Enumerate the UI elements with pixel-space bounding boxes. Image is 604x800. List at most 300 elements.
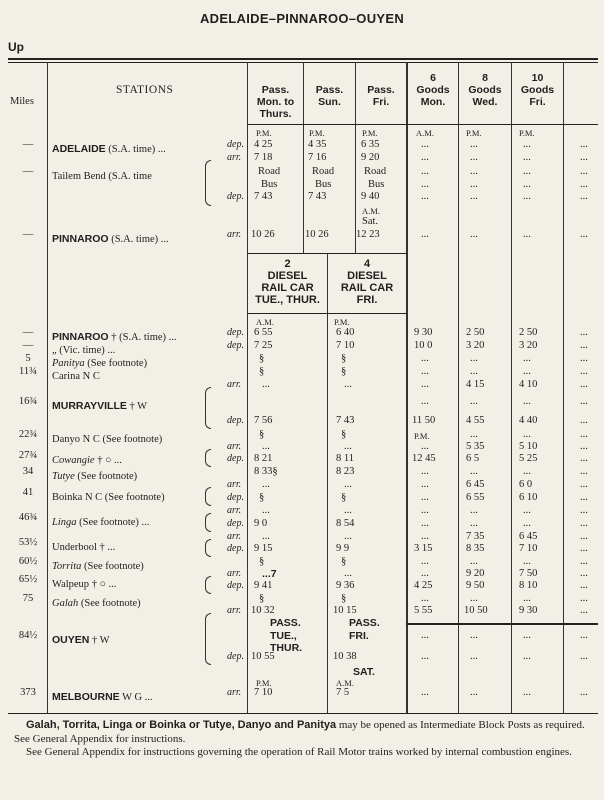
arr-dep-label: dep.	[227, 580, 244, 591]
time-cell: 5 35	[466, 441, 485, 452]
goods-end-rule	[406, 623, 598, 625]
time-cell: ...	[580, 543, 588, 554]
time-cell: 6 0	[519, 479, 533, 490]
station-label: MELBOURNE	[52, 691, 120, 703]
station-name	[52, 537, 115, 555]
col3-header-line1: Pass.	[367, 84, 395, 96]
row-miles: —	[22, 229, 34, 240]
railcar4-header	[328, 258, 406, 306]
station-name	[52, 593, 141, 611]
col5-header-line3: Wed.	[472, 96, 498, 108]
station-label: Boinka	[52, 492, 83, 503]
time-cell: §	[259, 366, 265, 377]
station-note: † W	[126, 401, 148, 412]
col6-divider	[563, 62, 564, 713]
time-cell: ...	[421, 593, 429, 604]
time-cell: ...	[523, 396, 531, 407]
arr-dep-label: dep.	[227, 492, 244, 503]
railcar4-number: 4	[363, 258, 371, 270]
time-cell: ...	[344, 441, 352, 452]
time-cell: ...	[523, 191, 531, 202]
arr-dep-label: arr.	[227, 152, 242, 163]
footnote-text: may be opened as Intermediate Block Posts as required. See General Appendix for instructions.	[14, 719, 585, 745]
time-cell: 6 55	[466, 492, 485, 503]
time-cell: 10 0	[414, 340, 433, 351]
time-cell: ...	[580, 453, 588, 464]
col6-header-line2: Goods	[520, 84, 555, 96]
time-cell: ...	[421, 379, 429, 390]
time-cell: ...	[470, 556, 478, 567]
time-cell: 7 56	[254, 415, 273, 426]
time-cell: ...	[470, 630, 478, 641]
time-cell: §	[259, 492, 265, 503]
col1-header-line3: Thurs.	[259, 108, 292, 120]
time-cell: ...	[421, 479, 429, 490]
time-cell: ...	[523, 556, 531, 567]
time-cell: ...	[470, 396, 478, 407]
time-cell: §	[259, 429, 265, 440]
col3-header	[356, 84, 406, 108]
time-cell: A.M.	[362, 206, 380, 216]
time-cell: 2 50	[519, 327, 538, 338]
time-cell: 4 10	[519, 379, 538, 390]
time-cell: 7 43	[254, 191, 273, 202]
col6-header	[512, 72, 563, 108]
time-cell: ...	[523, 630, 531, 641]
row-miles: 84½	[18, 630, 38, 641]
row-miles: 46¾	[18, 512, 38, 523]
time-cell: 8 10	[519, 580, 538, 591]
col6-header-line3: Fri.	[529, 96, 546, 108]
col4-divider	[458, 62, 459, 713]
station-note: N C (See footnote)	[82, 492, 165, 503]
time-cell: ...	[523, 179, 531, 190]
time-cell: 10 55	[251, 651, 275, 662]
time-cell: PASS.	[349, 617, 380, 629]
time-cell: 12 45	[412, 453, 436, 464]
time-cell: P.M.	[256, 128, 272, 138]
time-cell: ...	[344, 568, 352, 579]
railcar-bottom-rule	[247, 313, 407, 314]
time-cell: ...	[421, 191, 429, 202]
time-cell: ...	[421, 556, 429, 567]
station-note: † ○ ...	[94, 455, 122, 466]
time-cell: 5 25	[519, 453, 538, 464]
time-cell: §	[259, 353, 265, 364]
row-miles: 27¾	[18, 450, 38, 461]
time-cell: 3 15	[414, 543, 433, 554]
station-label: ADELAIDE	[52, 143, 106, 155]
time-cell: Sat.	[362, 216, 379, 227]
station-note: (See footnote) ...	[76, 517, 150, 528]
station-name	[52, 429, 162, 447]
footnote-stations: Galah, Torrita, Linga or Boinka or Tutye, Danyo and Panitya	[26, 719, 337, 731]
time-cell: FRI.	[349, 630, 369, 642]
time-cell: P.M.	[466, 128, 482, 138]
time-cell: ...	[470, 593, 478, 604]
col3-header-line2: Fri.	[372, 96, 390, 108]
time-cell: 9 30	[414, 327, 433, 338]
railcar2-line2: DIESEL	[267, 270, 308, 282]
time-cell: ...	[580, 651, 588, 662]
time-cell: 7 43	[308, 191, 327, 202]
time-cell: 7 18	[254, 152, 273, 163]
time-cell: ...	[580, 687, 588, 698]
row-miles: 22¾	[18, 429, 38, 440]
time-cell: 7 10	[519, 543, 538, 554]
time-cell: 10 38	[333, 651, 357, 662]
railcar4-line2: DIESEL	[347, 270, 387, 282]
arr-dep-label: dep.	[227, 543, 244, 554]
railcar4-line3: RAIL CAR	[340, 282, 394, 294]
station-note: (S.A. time) ...	[105, 144, 166, 155]
station-name	[52, 229, 169, 247]
station-name	[52, 139, 166, 157]
arr-dep-label: dep.	[227, 651, 244, 662]
time-cell: ...	[580, 139, 588, 150]
arr-dep-label: dep.	[227, 415, 244, 426]
time-cell: 7 35	[466, 531, 485, 542]
time-cell: ...	[470, 152, 478, 163]
time-cell: ...	[262, 441, 270, 452]
time-cell: ...	[344, 505, 352, 516]
station-note: N C (See footnote)	[80, 434, 163, 445]
page-title: ADELAIDE–PINNAROO–OUYEN	[199, 11, 405, 26]
time-cell: ...	[580, 505, 588, 516]
time-cell: §	[341, 366, 347, 377]
col5-divider	[511, 62, 512, 713]
col4-header-line1: 6	[430, 72, 436, 84]
time-cell: ...	[262, 505, 270, 516]
time-cell: ...	[580, 353, 588, 364]
col2-header-line1: Pass.	[315, 84, 344, 96]
time-cell: P.M.	[414, 431, 430, 441]
time-cell: ...	[580, 229, 588, 240]
time-cell: ...	[523, 229, 531, 240]
header-underline	[247, 124, 598, 125]
time-cell: Bus	[368, 179, 385, 190]
time-cell: ...	[470, 466, 478, 477]
stations-divider	[247, 62, 248, 713]
railcar-top-rule	[247, 253, 407, 254]
col1-header-line2: Mon. to	[256, 96, 295, 108]
time-cell: ...	[580, 593, 588, 604]
time-cell: ...	[470, 191, 478, 202]
time-cell: 9 0	[254, 518, 268, 529]
time-cell: ...	[421, 518, 429, 529]
time-cell: ...	[580, 396, 588, 407]
time-cell: ...	[421, 466, 429, 477]
time-cell: ...	[470, 179, 478, 190]
time-cell: 9 50	[466, 580, 485, 591]
arr-dep-label: dep.	[227, 139, 244, 150]
time-cell: 10 32	[251, 605, 275, 616]
time-cell: Road	[364, 166, 387, 177]
station-note: (Vic. time) ...	[56, 345, 116, 356]
time-cell: ...	[523, 366, 531, 377]
time-cell: ...	[580, 415, 588, 426]
time-cell: ...	[523, 139, 531, 150]
time-cell: 9 20	[466, 568, 485, 579]
row-miles: 11¾	[19, 366, 37, 377]
time-cell: ...	[421, 531, 429, 542]
railcar2-line4: TUE., THUR.	[255, 294, 320, 306]
time-cell: ...	[421, 687, 429, 698]
row-miles: 373	[20, 687, 36, 698]
arr-dep-label: dep.	[227, 191, 244, 202]
station-note: † ○ ...	[89, 579, 117, 590]
time-cell: ...	[262, 531, 270, 542]
time-cell: 5 55	[414, 605, 433, 616]
col4-header-line3: Mon.	[420, 96, 446, 108]
time-cell: 7 10	[254, 687, 273, 698]
time-cell: 6 45	[466, 479, 485, 490]
row-miles: 5	[25, 353, 31, 364]
station-label: Walpeup	[52, 579, 90, 590]
row-miles: —	[22, 340, 34, 351]
time-cell: §	[259, 593, 265, 604]
arr-dep-label: dep.	[227, 453, 244, 464]
time-cell: ...	[421, 441, 429, 452]
time-cell: 8 23	[336, 466, 355, 477]
arr-dep-label: arr.	[227, 531, 242, 542]
time-cell: Bus	[315, 179, 332, 190]
station-note: † (S.A. time) ...	[108, 332, 177, 343]
time-cell: TUE.,	[270, 630, 297, 642]
arr-dep-label: arr.	[227, 505, 242, 516]
time-cell: ...	[470, 518, 478, 529]
time-cell: ...	[580, 466, 588, 477]
station-note: (S.A. time	[105, 171, 152, 182]
station-label: PINNAROO	[52, 233, 109, 245]
row-miles: 53½	[18, 537, 38, 548]
time-cell: 8 11	[336, 453, 354, 464]
time-cell: ...	[470, 687, 478, 698]
arr-dep-label: arr.	[227, 229, 242, 240]
col2-header-line2: Sun.	[318, 96, 341, 108]
footnote-line2: See General Appendix for instructions governing the operation of Rail Motor trains worked by internal combustion engines.	[26, 746, 572, 758]
arr-dep-label: arr.	[227, 479, 242, 490]
station-label: Danyo	[52, 434, 80, 445]
time-cell: 9 15	[254, 543, 273, 554]
time-cell: ...	[421, 568, 429, 579]
station-label: Panitya	[52, 358, 85, 369]
time-cell: ...	[580, 479, 588, 490]
time-cell: ...	[523, 687, 531, 698]
time-cell: A.M.	[416, 128, 434, 138]
time-cell: ...	[421, 651, 429, 662]
time-cell: ...	[580, 152, 588, 163]
time-cell: 6 45	[519, 531, 538, 542]
linga-brace	[205, 513, 211, 532]
row-miles: 34	[22, 466, 34, 477]
railcar2-line3: RAIL CAR	[261, 282, 314, 294]
station-label: Carina	[52, 371, 80, 382]
ouyen-brace	[205, 613, 211, 665]
time-cell: ...	[523, 518, 531, 529]
row-miles: 60½	[18, 556, 38, 567]
time-cell: ...	[421, 179, 429, 190]
station-name	[52, 366, 100, 384]
station-name	[52, 556, 144, 574]
time-cell: 7 16	[308, 152, 327, 163]
station-label: Underbool	[52, 542, 97, 553]
time-cell: §	[259, 556, 265, 567]
time-cell: ...	[421, 166, 429, 177]
time-cell: 6 35	[361, 139, 380, 150]
time-cell: ...	[421, 152, 429, 163]
time-cell: ...	[523, 429, 531, 440]
station-name	[52, 487, 165, 505]
col1-header	[248, 84, 303, 120]
time-cell: ...	[580, 166, 588, 177]
time-cell: ...	[580, 518, 588, 529]
time-cell: ...	[262, 379, 270, 390]
station-note: W G ...	[119, 692, 153, 703]
time-cell: ...	[580, 327, 588, 338]
arr-dep-label: arr.	[227, 441, 242, 452]
time-cell: 4 25	[254, 139, 273, 150]
station-note: (See footnote)	[81, 561, 144, 572]
time-cell: ...	[523, 651, 531, 662]
time-cell: ...	[580, 340, 588, 351]
time-cell: ...	[523, 593, 531, 604]
station-note: † ...	[96, 542, 116, 553]
time-cell: ...	[580, 191, 588, 202]
time-cell: ...	[580, 630, 588, 641]
time-cell: ...	[344, 531, 352, 542]
time-cell: A.M.	[336, 678, 354, 688]
station-label: Galah	[52, 598, 79, 609]
boinka-brace	[205, 487, 211, 506]
time-cell: 7 50	[519, 568, 538, 579]
miles-header: Miles	[10, 96, 34, 107]
time-cell: 8 21	[254, 453, 273, 464]
time-cell: 7 5	[336, 687, 350, 698]
station-note: N C	[80, 371, 100, 382]
time-cell: §	[341, 593, 347, 604]
railcar2-number: 2	[284, 258, 291, 270]
time-cell: ...	[580, 379, 588, 390]
miles-divider	[47, 62, 48, 713]
station-name	[52, 396, 147, 414]
time-cell: 8 54	[336, 518, 355, 529]
time-cell: 4 35	[308, 139, 327, 150]
time-cell: ...	[523, 466, 531, 477]
time-cell: ...	[580, 556, 588, 567]
time-cell: ...	[470, 229, 478, 240]
time-cell: 9 36	[336, 580, 355, 591]
station-label: Tailem Bend	[52, 171, 106, 182]
time-cell: ...	[421, 396, 429, 407]
time-cell: 9 20	[361, 152, 380, 163]
station-label: MURRAYVILLE	[52, 400, 127, 412]
row-miles: —	[22, 166, 34, 177]
time-cell: 10 15	[333, 605, 357, 616]
col4-header	[408, 72, 458, 108]
time-cell: ...	[523, 166, 531, 177]
time-cell: 2 50	[466, 327, 485, 338]
station-label: „	[52, 345, 57, 356]
col5-header-line1: 8	[482, 72, 488, 84]
time-cell: ...	[580, 568, 588, 579]
time-cell: 4 55	[466, 415, 485, 426]
walpeup-brace	[205, 576, 211, 594]
underbool-brace	[205, 539, 211, 557]
arr-dep-label: arr.	[227, 687, 242, 698]
time-cell: 7 43	[336, 415, 355, 426]
arr-dep-label: arr.	[227, 568, 242, 579]
time-cell: ...	[262, 479, 270, 490]
time-cell: ...	[523, 505, 531, 516]
time-cell: ...	[421, 353, 429, 364]
station-label: Linga	[52, 517, 77, 528]
time-cell: §	[341, 492, 347, 503]
time-cell: §	[341, 353, 347, 364]
top-rule	[8, 58, 598, 60]
time-cell: ...	[523, 152, 531, 163]
time-cell: A.M.	[256, 317, 274, 327]
row-miles: 41	[22, 487, 34, 498]
station-name	[52, 574, 116, 592]
time-cell: ...	[580, 531, 588, 542]
time-cell: 6 10	[519, 492, 538, 503]
time-cell: SAT.	[353, 666, 375, 678]
stations-header: STATIONS	[116, 84, 174, 96]
time-cell: ...	[344, 479, 352, 490]
cowangie-brace	[205, 449, 211, 467]
time-cell: ...	[470, 651, 478, 662]
murrayville-brace	[205, 387, 211, 429]
time-cell: THUR.	[270, 642, 303, 654]
time-cell: ...	[580, 492, 588, 503]
time-cell: 8 33§	[254, 466, 278, 477]
railcar2-header	[248, 258, 327, 306]
col6-header-line1: 10	[531, 72, 544, 84]
time-cell: 9 41	[254, 580, 273, 591]
time-cell: P.M.	[334, 317, 350, 327]
col2-header	[304, 84, 355, 108]
time-cell: Road	[312, 166, 335, 177]
station-label: Tutye	[52, 471, 75, 482]
time-cell: 5 10	[519, 441, 538, 452]
time-cell: 9 40	[361, 191, 380, 202]
time-cell: 10 26	[251, 229, 275, 240]
goods-divider-heavy	[406, 62, 408, 713]
tailem-bend-brace	[205, 160, 211, 206]
time-cell: ...	[580, 580, 588, 591]
time-cell: 3 20	[519, 340, 538, 351]
time-cell: 9 9	[336, 543, 350, 554]
time-cell: ...	[470, 505, 478, 516]
direction-label: Up	[8, 40, 24, 54]
station-name	[52, 630, 110, 648]
time-cell: ...	[421, 505, 429, 516]
time-cell: ...	[421, 366, 429, 377]
col4-header-line2: Goods	[416, 84, 450, 96]
time-cell: Bus	[261, 179, 278, 190]
time-cell: 11 50	[412, 415, 436, 426]
col5-header	[459, 72, 511, 108]
time-cell: ...	[344, 379, 352, 390]
time-cell: 10 50	[464, 605, 488, 616]
time-cell: ...	[580, 179, 588, 190]
arr-dep-label: arr.	[227, 605, 242, 616]
row-miles: 16¾	[18, 396, 38, 407]
station-label: OUYEN	[52, 634, 90, 646]
time-cell: 9 30	[519, 605, 538, 616]
railcar-divider	[327, 253, 328, 713]
